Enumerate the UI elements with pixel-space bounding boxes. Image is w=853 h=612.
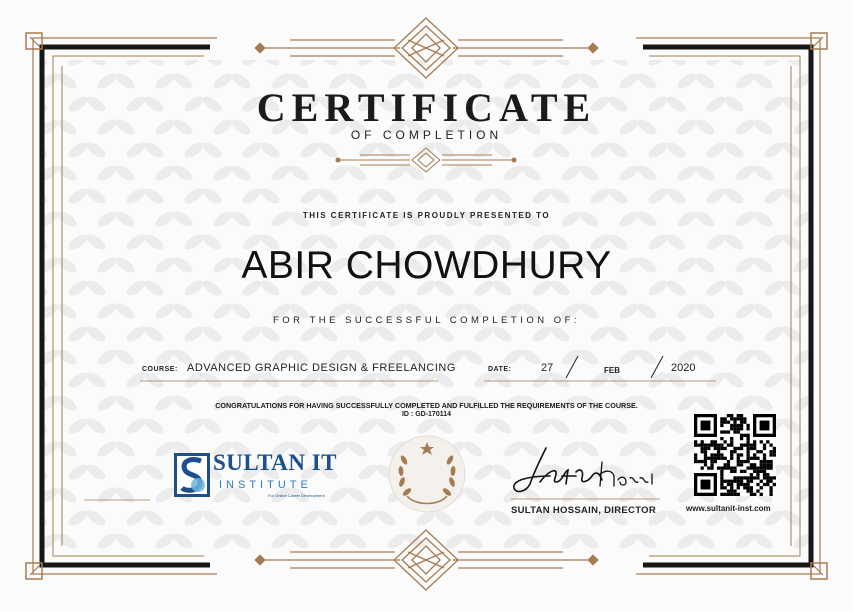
institute-logo-tagline: For Online Career Development <box>268 493 325 498</box>
institute-website: www.sultanit-inst.com <box>686 504 771 513</box>
certificate-subtitle: OF COMPLETION <box>350 128 503 142</box>
signer-role: DIRECTOR <box>604 505 656 516</box>
presented-to-text: THIS CERTIFICATE IS PROUDLY PRESENTED TO <box>302 211 551 220</box>
institute-logo-subtitle: INSTITUTE <box>219 479 312 491</box>
certificate-title: CERTIFICATE <box>256 85 597 130</box>
date-label: DATE: <box>488 366 512 373</box>
institute-logo-icon <box>174 453 210 497</box>
date-year: 2020 <box>671 362 696 374</box>
course-label: COURSE: <box>142 366 178 373</box>
qr-code-icon <box>694 414 776 496</box>
certificate-id: ID : GD-170114 <box>401 411 452 418</box>
date-month: FEB <box>604 366 620 375</box>
signer-name-role <box>511 505 656 516</box>
laurel-seal-icon <box>385 434 469 514</box>
completion-text: FOR THE SUCCESSFUL COMPLETION OF: <box>272 315 581 326</box>
course-value: ADVANCED GRAPHIC DESIGN & FREELANCING <box>187 362 456 374</box>
institute-logo-title: SULTAN IT <box>213 450 338 475</box>
congratulations-text: CONGRATULATIONS FOR HAVING SUCCESSFULLY COMPLETED AND FULFILLED THE REQUIREMENTS OF THE COURSE. <box>215 401 638 410</box>
recipient-name: ABIR CHOWDHURY <box>241 244 612 287</box>
date-day: 27 <box>541 362 554 374</box>
director-signature-icon <box>510 442 660 498</box>
signer-name: SULTAN HOSSAIN, <box>511 505 602 516</box>
